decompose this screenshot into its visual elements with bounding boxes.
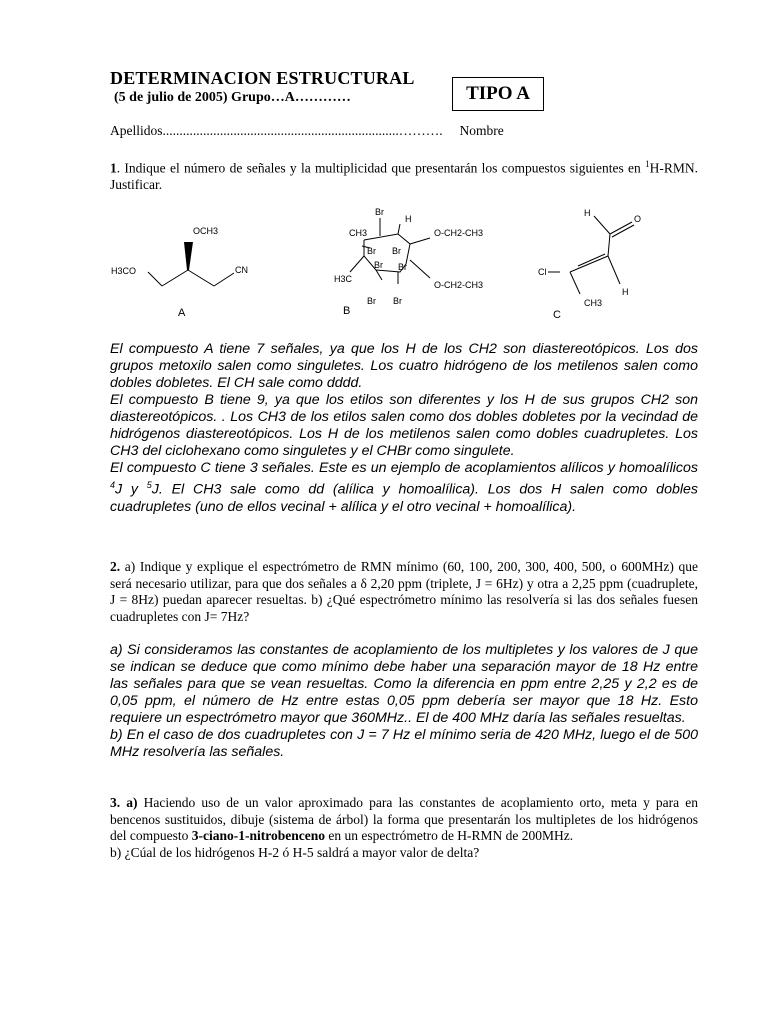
b-h: H <box>405 214 412 224</box>
student-name-row <box>110 123 504 139</box>
a-cn: CN <box>235 265 248 275</box>
answer-2-part-b: b) En el caso de dos cuadrupletes con J = 7 Hz el mínimo seria de 420 MHz, luego el de 500 MHz resolvería las señales. <box>110 727 698 760</box>
answer-1-compound-b: El compuesto B tiene 9, ya que los etilos son diferentes y los H de sus grupos CH2 son diastereotópicos. . Los CH3 de los etilos salen como dos dobles dobletes por la vecindad de hidrógenos diastereotópicos. Los H de los metilenos salen como dobles cuadrupletes. Los CH3 del ciclohexano como singuletes y el CHBr como singulete. <box>110 392 698 459</box>
a-h3co: H3CO <box>111 266 137 276</box>
c-o: O <box>634 214 642 224</box>
c-h-bottom: H <box>622 287 629 297</box>
c-ch3: CH3 <box>584 298 603 308</box>
question-1-text: . Indique el número de señales y la multiplicidad que presentarán los compuestos siguientes en <box>116 160 646 176</box>
question-3-text-2: en un espectrómetro de H-RMN de 200MHz. <box>324 828 574 843</box>
answer-1-c-text-2: J y <box>115 481 147 498</box>
structure-c <box>538 208 641 321</box>
b-br-1: Br <box>367 246 376 256</box>
c-label: C <box>553 309 561 321</box>
answer-1 <box>110 341 698 516</box>
question-3-compound: 3-ciano-1-nitrobenceno <box>191 828 325 843</box>
answer-2 <box>110 642 698 761</box>
answer-1-compound-c <box>110 460 698 516</box>
apellidos-dots: ......................................................................………. <box>162 123 443 138</box>
structure-b <box>334 207 483 317</box>
b-oet-bottom: O-CH2-CH3 <box>434 280 484 290</box>
b-h3c: H3C <box>334 274 353 284</box>
answer-1-c-text-3: J. El CH3 sale como dd (alílica y homoalílica). Los dos H salen como dobles cuadrupletes (uno de ellos vecinal + alílica y el otro vecinal + homoalílica). <box>110 481 698 515</box>
question-1-sup: 1 <box>645 159 650 169</box>
question-1 <box>110 156 698 194</box>
question-3-text: Haciendo uso de un valor aproximado para las constantes de acoplamiento orto, meta y para en bencenos sustituidos, dibuje (sistema de árbol) la forma que presentarán los multipletes de los hidrógenos del compuesto <box>110 795 698 843</box>
exam-title: DETERMINACION ESTRUCTURAL <box>110 68 415 88</box>
b-br-3: Br <box>374 260 383 270</box>
chemical-structures <box>100 200 700 330</box>
question-2 <box>110 559 698 625</box>
a-label: A <box>178 307 186 319</box>
b-br-4: Br <box>398 262 407 272</box>
answer-1-c-text: El compuesto C tiene 3 señales. Este es un ejemplo de acoplamientos alílicos y homoalílicos <box>110 460 698 476</box>
structure-a <box>111 226 248 319</box>
c-cl: Cl <box>538 267 547 277</box>
nombre-label: Nombre <box>459 123 504 138</box>
question-1-number: 1 <box>110 160 117 176</box>
question-3 <box>110 795 698 861</box>
b-br-2: Br <box>392 246 401 256</box>
c-h-top: H <box>584 208 591 218</box>
answer-1-compound-a: El compuesto A tiene 7 señales, ya que los H de los CH2 son diastereotópicos. Los dos grupos metoxilo salen como singuletes. Los cuatro hidrógeno de los metilenos salen como dobles dobletes. El CH sale como dddd. <box>110 341 698 391</box>
answer-1-c-sup1: 4 <box>110 480 116 490</box>
question-2-number: 2. <box>110 559 121 574</box>
question-3-part-a: a) <box>126 795 138 810</box>
apellidos-label: Apellidos <box>110 123 163 138</box>
question-3-number: 3. <box>110 795 121 810</box>
answer-2-part-a: a) Si consideramos las constantes de acoplamiento de los multipletes y los valores de J que se indican se deduce que como mínimo debe haber una separación mayor de 18 Hz entre las señales para que se vean resueltas. Como la diferencia en ppm entre 2,25 y 2,2 es de 0,05 ppm, el número de Hz entre estas 0,05 ppm debería ser mayor que 18 Hz. Esto requiere un espectrómetro mayor que 360MHz.. El de 400 MHz daría las señales resueltas. <box>110 642 698 726</box>
b-label: B <box>343 305 351 317</box>
b-br-5: Br <box>367 296 376 306</box>
exam-type-label: TIPO A <box>466 83 530 104</box>
a-och3: OCH3 <box>193 226 219 236</box>
question-3-part-b: b) ¿Cúal de los hidrógenos H-2 ó H-5 saldrá a mayor valor de delta? <box>110 844 480 860</box>
question-1-text-end: H-RMN. Justificar. <box>110 160 698 192</box>
question-2-text: a) Indique y explique el espectrómetro de RMN mínimo (60, 100, 200, 300, 400, 500, o 600MHz) que será necesario utilizar, para que dos señales a δ 2,20 ppm (triplete, J = 6Hz) y otra a 2,25 ppm (cuadruplete, J = 8Hz) puedan aparecer resueltas. b) ¿Qué espectrómetro mínimo las resolvería si las dos señales fuesen cuadrupletes con J= 7Hz? <box>110 559 698 624</box>
b-br-6: Br <box>393 296 402 306</box>
answer-1-c-sup2: 5 <box>146 480 152 490</box>
exam-date-group: (5 de julio de 2005) Grupo…A………… <box>114 90 351 105</box>
b-ch3-top: CH3 <box>349 228 368 238</box>
b-br-top: Br <box>375 207 384 217</box>
exam-type-box <box>452 77 544 111</box>
b-oet-top: O-CH2-CH3 <box>434 228 484 238</box>
